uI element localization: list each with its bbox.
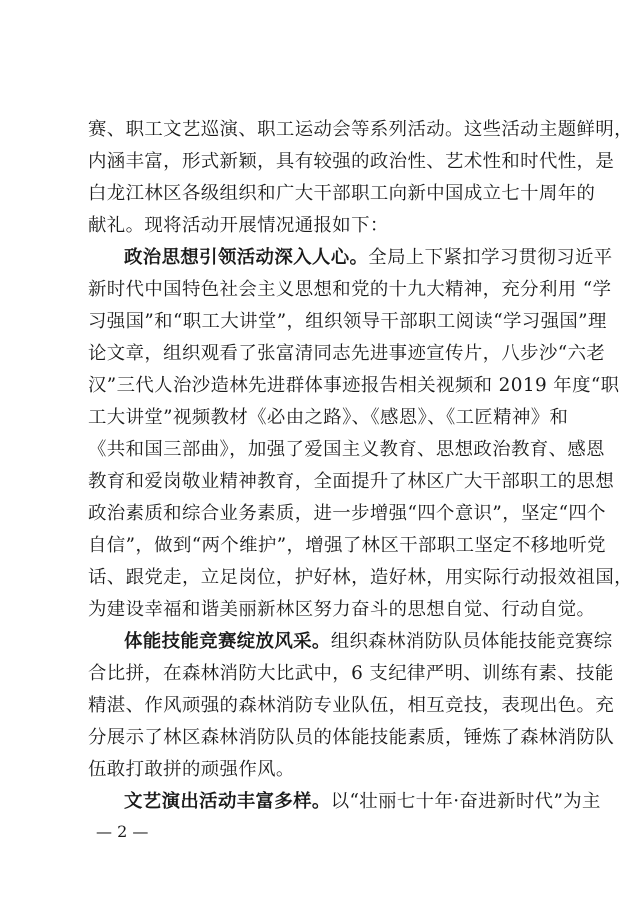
section-political-text: 全局上下紧扣学习贯彻习近平 — [368, 247, 613, 268]
section-sports-text: 组织森林消防队员体能技能竞赛综 — [330, 631, 613, 652]
body-line-12: 教育和爱岗敬业精神教育，全面提升了林区广大干部职工的思想 — [88, 471, 615, 492]
body-line-2: 内涵丰富，形式新颖，具有较强的政治性、艺术性和时代性，是 — [88, 151, 615, 172]
section-political-first-line — [124, 242, 613, 274]
body-line-6: 新时代中国特色社会主义思想和党的十九大精神，充分利用 “学 — [88, 279, 612, 300]
body-line-18: 合比拼，在森林消防大比武中，6 支纪律严明、训练有素、技能 — [88, 663, 614, 684]
body-line-21: 伍敢打敢拼的顽强作风。 — [88, 759, 295, 780]
body-line-13: 政治素质和综合业务素质，进一步增强“四个意识”，坚定“四个 — [88, 503, 606, 524]
body-line-10: 工大讲堂”视频教材《必由之路》、《感恩》、《工匠精神》和 — [88, 407, 569, 428]
body-line-15: 话、跟党走，立足岗位，护好林，造好林，用实际行动报效祖国， — [88, 567, 633, 588]
body-line-20: 分展示了林区森林消防队员的体能技能素质，锤炼了森林消防队 — [88, 727, 615, 748]
body-line-14: 自信”，做到“两个维护”，增强了林区干部职工坚定不移地听党 — [88, 535, 606, 556]
body-line-4: 献礼。现将活动开展情况通报如下： — [88, 215, 389, 236]
section-heading-sports: 体能技能竞赛绽放风采。 — [124, 631, 331, 652]
body-line-1: 赛、职工文艺巡演、职工运动会等系列活动。这些活动主题鲜明， — [88, 119, 633, 140]
section-arts-text: 以“壮丽七十年·奋进新时代”为主 — [330, 791, 601, 812]
body-line-19: 精湛、作风顽强的森林消防专业队伍，相互竞技，表现出色。充 — [88, 695, 615, 716]
body-line-11: 《共和国三部曲》，加强了爱国主义教育、思想政治教育、感恩 — [88, 439, 605, 460]
page-number: — 2 — — [96, 822, 149, 841]
body-line-7: 习强国”和“职工大讲堂”，组织领导干部职工阅读“学习强国”理 — [88, 311, 607, 332]
section-heading-political: 政治思想引领活动深入人心。 — [124, 247, 369, 268]
body-line-9: 汉”三代人治沙造林先进群体事迹报告相关视频和 2019 年度“职 — [88, 375, 620, 396]
section-sports-first-line — [124, 626, 613, 658]
section-heading-arts: 文艺演出活动丰富多样。 — [124, 791, 331, 812]
body-line-8: 论文章，组织观看了张富清同志先进事迹宣传片，八步沙“六老 — [88, 343, 606, 364]
body-line-3: 白龙江林区各级组织和广大干部职工向新中国成立七十周年的 — [88, 183, 596, 204]
section-arts-first-line — [124, 786, 601, 818]
body-line-16: 为建设幸福和谐美丽新林区努力奋斗的思想自觉、行动自觉。 — [88, 599, 596, 620]
